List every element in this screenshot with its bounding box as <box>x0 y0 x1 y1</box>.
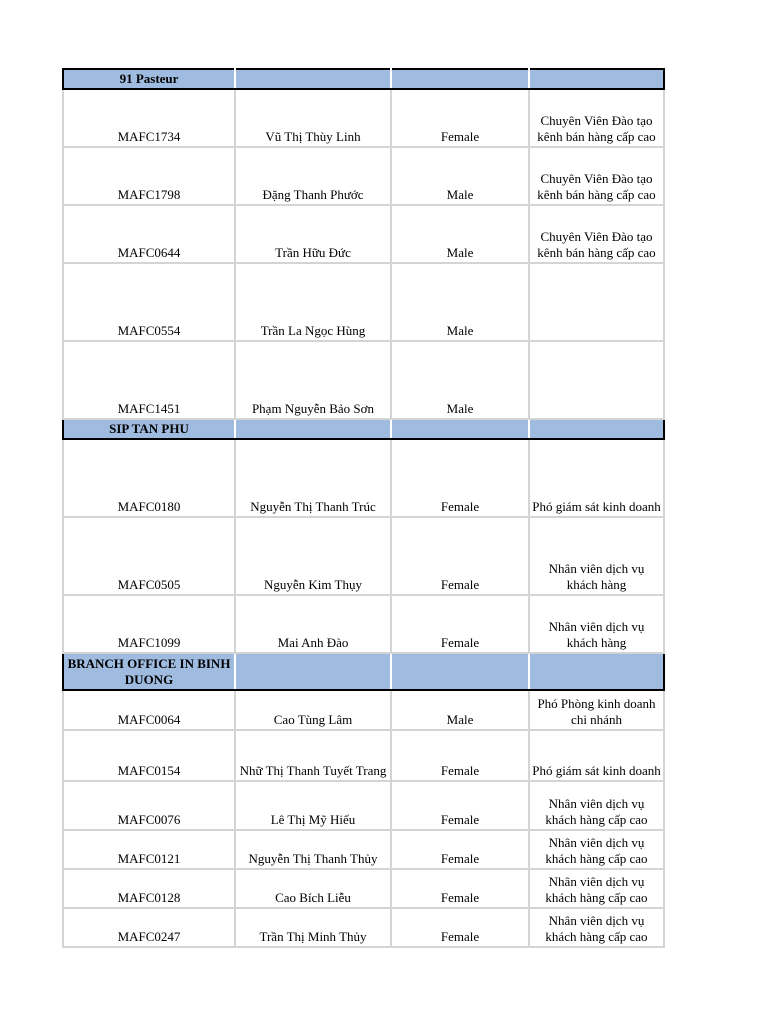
employee-position: Chuyên Viên Đào tạo kênh bán hàng cấp cao <box>529 205 664 263</box>
employee-name: Đặng Thanh Phước <box>235 147 391 205</box>
employee-table <box>62 68 665 948</box>
table-row <box>63 908 664 947</box>
employee-name: Nguyễn Thị Thanh Thủy <box>235 830 391 869</box>
employee-code: MAFC0121 <box>63 830 235 869</box>
employee-position: Chuyên Viên Đào tạo kênh bán hàng cấp cao <box>529 147 664 205</box>
employee-name: Nguyễn Thị Thanh Trúc <box>235 439 391 517</box>
employee-name: Trần La Ngọc Hùng <box>235 263 391 341</box>
employee-position: Nhân viên dịch vụ khách hàng cấp cao <box>529 830 664 869</box>
employee-gender: Female <box>391 89 529 147</box>
employee-name: Trần Thị Minh Thủy <box>235 908 391 947</box>
employee-code: MAFC0180 <box>63 439 235 517</box>
employee-code: MAFC0505 <box>63 517 235 595</box>
employee-code: MAFC0076 <box>63 781 235 830</box>
group-header-row <box>63 69 664 89</box>
table-row <box>63 205 664 263</box>
employee-gender: Female <box>391 908 529 947</box>
employee-position: Phó giám sát kinh doanh <box>529 439 664 517</box>
employee-name: Cao Bích Liễu <box>235 869 391 908</box>
table-row <box>63 439 664 517</box>
employee-gender: Male <box>391 690 529 730</box>
employee-code: MAFC1451 <box>63 341 235 419</box>
employee-position: Nhân viên dịch vụ khách hàng <box>529 517 664 595</box>
employee-name: Vũ Thị Thùy Linh <box>235 89 391 147</box>
employee-gender: Male <box>391 205 529 263</box>
employee-gender: Female <box>391 595 529 653</box>
employee-position <box>529 341 664 419</box>
employee-code: MAFC0247 <box>63 908 235 947</box>
employee-gender: Female <box>391 730 529 781</box>
employee-gender: Female <box>391 517 529 595</box>
employee-code: MAFC0154 <box>63 730 235 781</box>
table-row <box>63 89 664 147</box>
employee-gender: Female <box>391 869 529 908</box>
employee-code: MAFC0128 <box>63 869 235 908</box>
employee-code: MAFC0554 <box>63 263 235 341</box>
employee-name: Phạm Nguyễn Bảo Sơn <box>235 341 391 419</box>
employee-code: MAFC0644 <box>63 205 235 263</box>
table-row <box>63 341 664 419</box>
employee-code: MAFC1734 <box>63 89 235 147</box>
group-header-row <box>63 653 664 690</box>
employee-code: MAFC1798 <box>63 147 235 205</box>
employee-position: Phó Phòng kinh doanh chi nhánh <box>529 690 664 730</box>
group-header-row <box>63 419 664 439</box>
table-row <box>63 690 664 730</box>
employee-name: Nguyễn Kim Thụy <box>235 517 391 595</box>
employee-gender: Female <box>391 830 529 869</box>
table-row <box>63 517 664 595</box>
employee-position: Nhân viên dịch vụ khách hàng <box>529 595 664 653</box>
table-row <box>63 263 664 341</box>
employee-gender: Female <box>391 781 529 830</box>
employee-gender: Male <box>391 147 529 205</box>
table-row <box>63 595 664 653</box>
table-row <box>63 869 664 908</box>
employee-position: Nhân viên dịch vụ khách hàng cấp cao <box>529 908 664 947</box>
employee-name: Trần Hữu Đức <box>235 205 391 263</box>
employee-position: Nhân viên dịch vụ khách hàng cấp cao <box>529 781 664 830</box>
employee-gender: Male <box>391 341 529 419</box>
group-title: SIP TAN PHU <box>63 419 235 439</box>
employee-name: Cao Tùng Lâm <box>235 690 391 730</box>
employee-position: Phó giám sát kinh doanh <box>529 730 664 781</box>
employee-position: Chuyên Viên Đào tạo kênh bán hàng cấp cao <box>529 89 664 147</box>
table-row <box>63 730 664 781</box>
employee-gender: Female <box>391 439 529 517</box>
table-row <box>63 830 664 869</box>
employee-name: Lê Thị Mỹ Hiếu <box>235 781 391 830</box>
employee-name: Mai Anh Đào <box>235 595 391 653</box>
employee-code: MAFC0064 <box>63 690 235 730</box>
employee-position <box>529 263 664 341</box>
group-title: 91 Pasteur <box>63 69 235 89</box>
employee-code: MAFC1099 <box>63 595 235 653</box>
employee-position: Nhân viên dịch vụ khách hàng cấp cao <box>529 869 664 908</box>
table-row <box>63 781 664 830</box>
group-title: BRANCH OFFICE IN BINH DUONG <box>63 653 235 690</box>
table-row <box>63 147 664 205</box>
employee-gender: Male <box>391 263 529 341</box>
employee-name: Nhữ Thị Thanh Tuyết Trang <box>235 730 391 781</box>
